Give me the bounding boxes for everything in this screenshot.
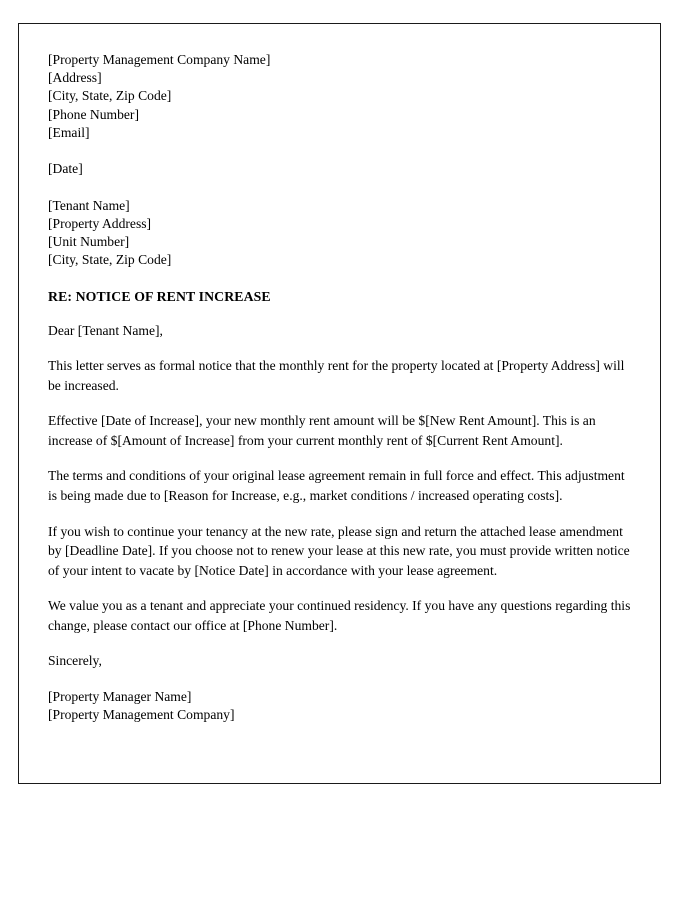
recipient-address-block (48, 197, 630, 270)
spacer-paragraph-1 (48, 395, 630, 411)
document-page (18, 23, 661, 784)
sender-company-name: [Property Management Company Name] (48, 52, 271, 67)
spacer-before-closing (48, 636, 630, 652)
body-paragraph-2: Effective [Date of Increase], your new monthly rent amount will be $[New Rent Amount]. This is an increase of $[Amount of Increase] from your current monthly rent of $[Current Rent Amount]. (48, 413, 596, 448)
subject-line: RE: NOTICE OF RENT INCREASE (48, 288, 271, 304)
spacer-paragraph-4 (48, 580, 630, 596)
letter-body (19, 24, 660, 724)
closing-salutation: Sincerely, (48, 652, 102, 668)
spacer-paragraph-2 (48, 450, 630, 466)
letter-date: [Date] (48, 161, 83, 177)
recipient-unit-number: [Unit Number] (48, 234, 130, 249)
signature-manager-name: [Property Manager Name] (48, 688, 192, 704)
sender-phone-number: [Phone Number] (48, 106, 139, 122)
spacer-before-subject (48, 269, 630, 287)
spacer-after-sender (48, 142, 630, 160)
body-paragraph-5: We value you as a tenant and appreciate your continued residency. If you have any questions regarding this change, please contact our office at [Phone Number]. (48, 598, 631, 633)
salutation: Dear [Tenant Name], (48, 322, 163, 338)
sender-city-state-zip: [City, State, Zip Code] (48, 88, 172, 104)
spacer-paragraph-3 (48, 506, 630, 522)
date-block (48, 160, 630, 178)
recipient-property-address: [Property Address] (48, 215, 152, 231)
sender-email: [Email] (48, 124, 90, 140)
body-paragraph-1: This letter serves as formal notice that the monthly rent for the property located at [Property Address] will be increased. (48, 358, 625, 393)
signature-company-name: [Property Management Company] (48, 707, 235, 723)
signature-block (48, 688, 630, 724)
sender-street-address: [Address] (48, 70, 102, 86)
spacer-after-subject (48, 306, 630, 322)
spacer-after-salutation (48, 340, 630, 356)
spacer-signature (48, 670, 630, 688)
spacer-after-date (48, 178, 630, 196)
body-paragraph-4: If you wish to continue your tenancy at the new rate, please sign and return the attached lease amendment by [Deadline Date]. If you choose not to renew your lease at this new rate, you must provide written notice of your intent to vacate by [Notice Date] in accordance with your lease agreement. (48, 523, 630, 578)
body-paragraph-3: The terms and conditions of your original lease agreement remain in full force and effect. This adjustment is being made due to [Reason for Increase, e.g., market conditions / increased operating costs]. (48, 468, 625, 503)
recipient-tenant-name: [Tenant Name] (48, 197, 130, 213)
sender-address-block (48, 51, 630, 142)
recipient-city-state-zip: [City, State, Zip Code] (48, 252, 172, 268)
